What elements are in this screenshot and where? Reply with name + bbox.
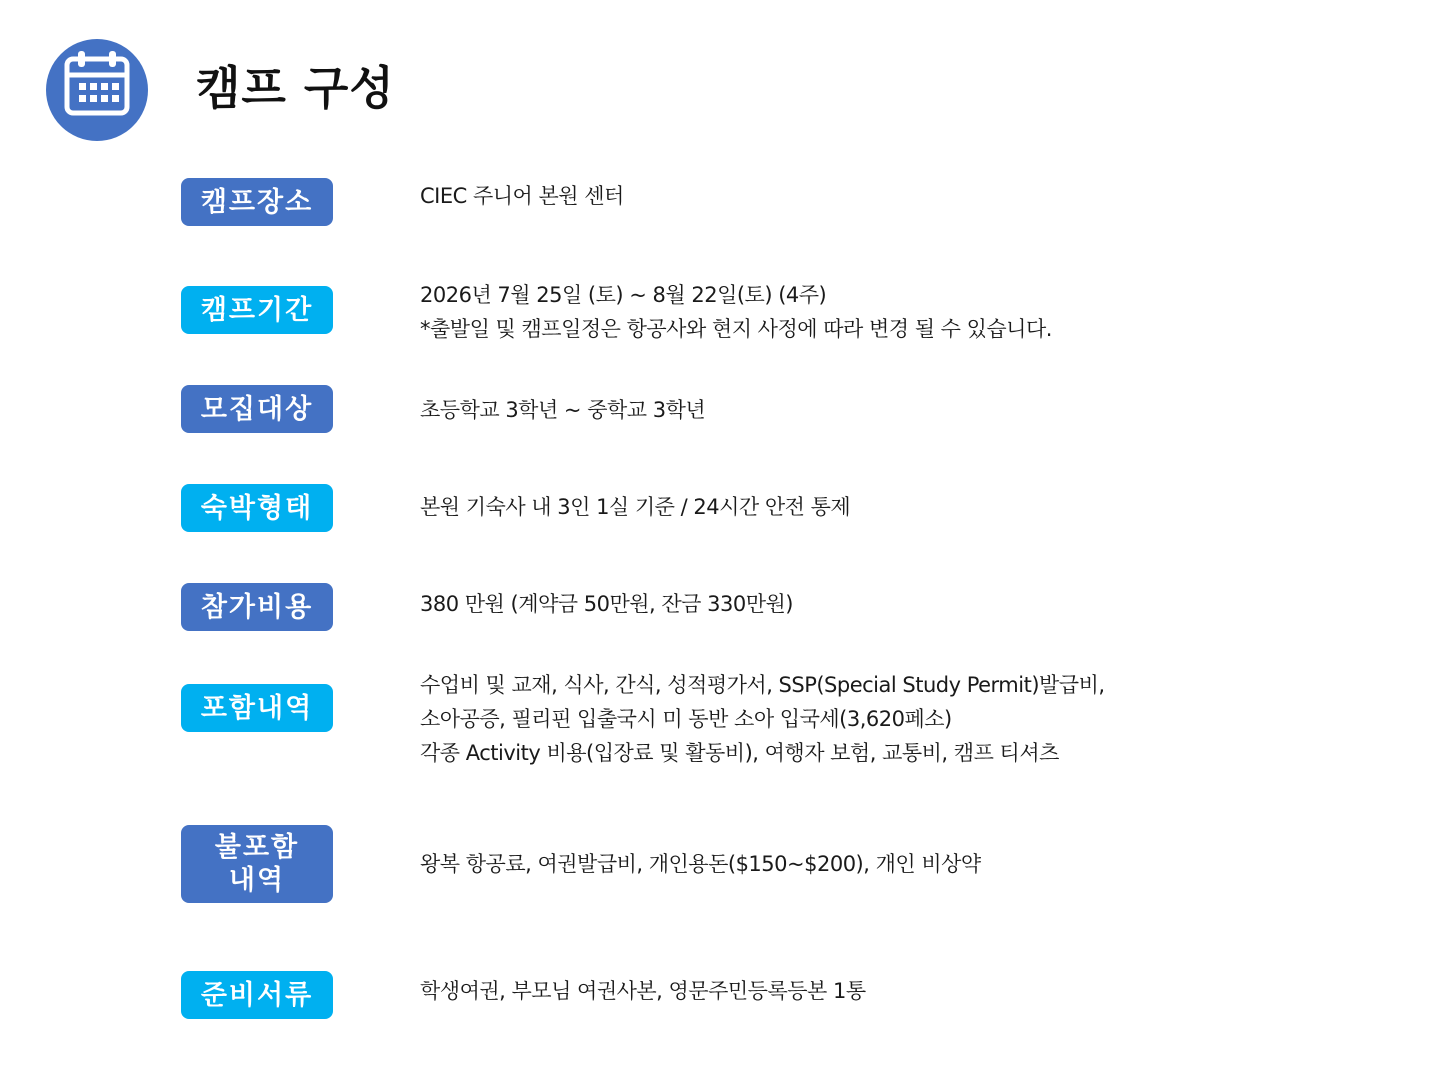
- value-line: 2026년 7월 25일 (토) ~ 8월 22일(토) (4주): [420, 283, 827, 307]
- label-line: 내역: [228, 865, 286, 896]
- value-included: [420, 668, 1380, 770]
- value-line: 수업비 및 교재, 식사, 간식, 성적평가서, SSP(Special Study Permit)발급비,: [420, 673, 1105, 697]
- label-included: 포함내역: [181, 684, 333, 732]
- label-excluded: [181, 825, 333, 903]
- value-camp-location: [420, 179, 1380, 213]
- value-line: 왕복 항공료, 여권발급비, 개인용돈($150~$200), 개인 비상약: [420, 852, 981, 876]
- value-line: 소아공증, 필리핀 입출국시 미 동반 소아 입국세(3,620페소): [420, 707, 952, 731]
- label-accommodation: 숙박형태: [181, 484, 333, 532]
- value-line: CIEC 주니어 본원 센터: [420, 184, 624, 208]
- value-excluded: [420, 847, 1380, 881]
- value-line: 각종 Activity 비용(입장료 및 활동비), 여행자 보험, 교통비, 캠프 티셔츠: [420, 741, 1059, 765]
- value-line: 초등학교 3학년 ~ 중학교 3학년: [420, 398, 706, 422]
- value-documents: [420, 974, 1380, 1008]
- label-line: 불포함: [214, 832, 300, 863]
- value-target: [420, 393, 1380, 427]
- label-target: 모집대상: [181, 385, 333, 433]
- value-accommodation: [420, 490, 1380, 524]
- value-camp-period: [420, 278, 1380, 346]
- value-line: 본원 기숙사 내 3인 1실 기준 / 24시간 안전 통제: [420, 495, 851, 519]
- value-line: 학생여권, 부모님 여권사본, 영문주민등록등본 1통: [420, 979, 866, 1003]
- value-fee: [420, 587, 1380, 621]
- value-line: 380 만원 (계약금 50만원, 잔금 330만원): [420, 592, 793, 616]
- value-line: *출발일 및 캠프일정은 항공사와 현지 사정에 따라 변경 될 수 있습니다.: [420, 317, 1052, 341]
- label-fee: 참가비용: [181, 583, 333, 631]
- label-camp-period: 캠프기간: [181, 286, 333, 334]
- label-camp-location: 캠프장소: [181, 178, 333, 226]
- page-title: 캠프 구성: [196, 61, 395, 115]
- label-documents: 준비서류: [181, 971, 333, 1019]
- calendar-icon: [46, 39, 148, 141]
